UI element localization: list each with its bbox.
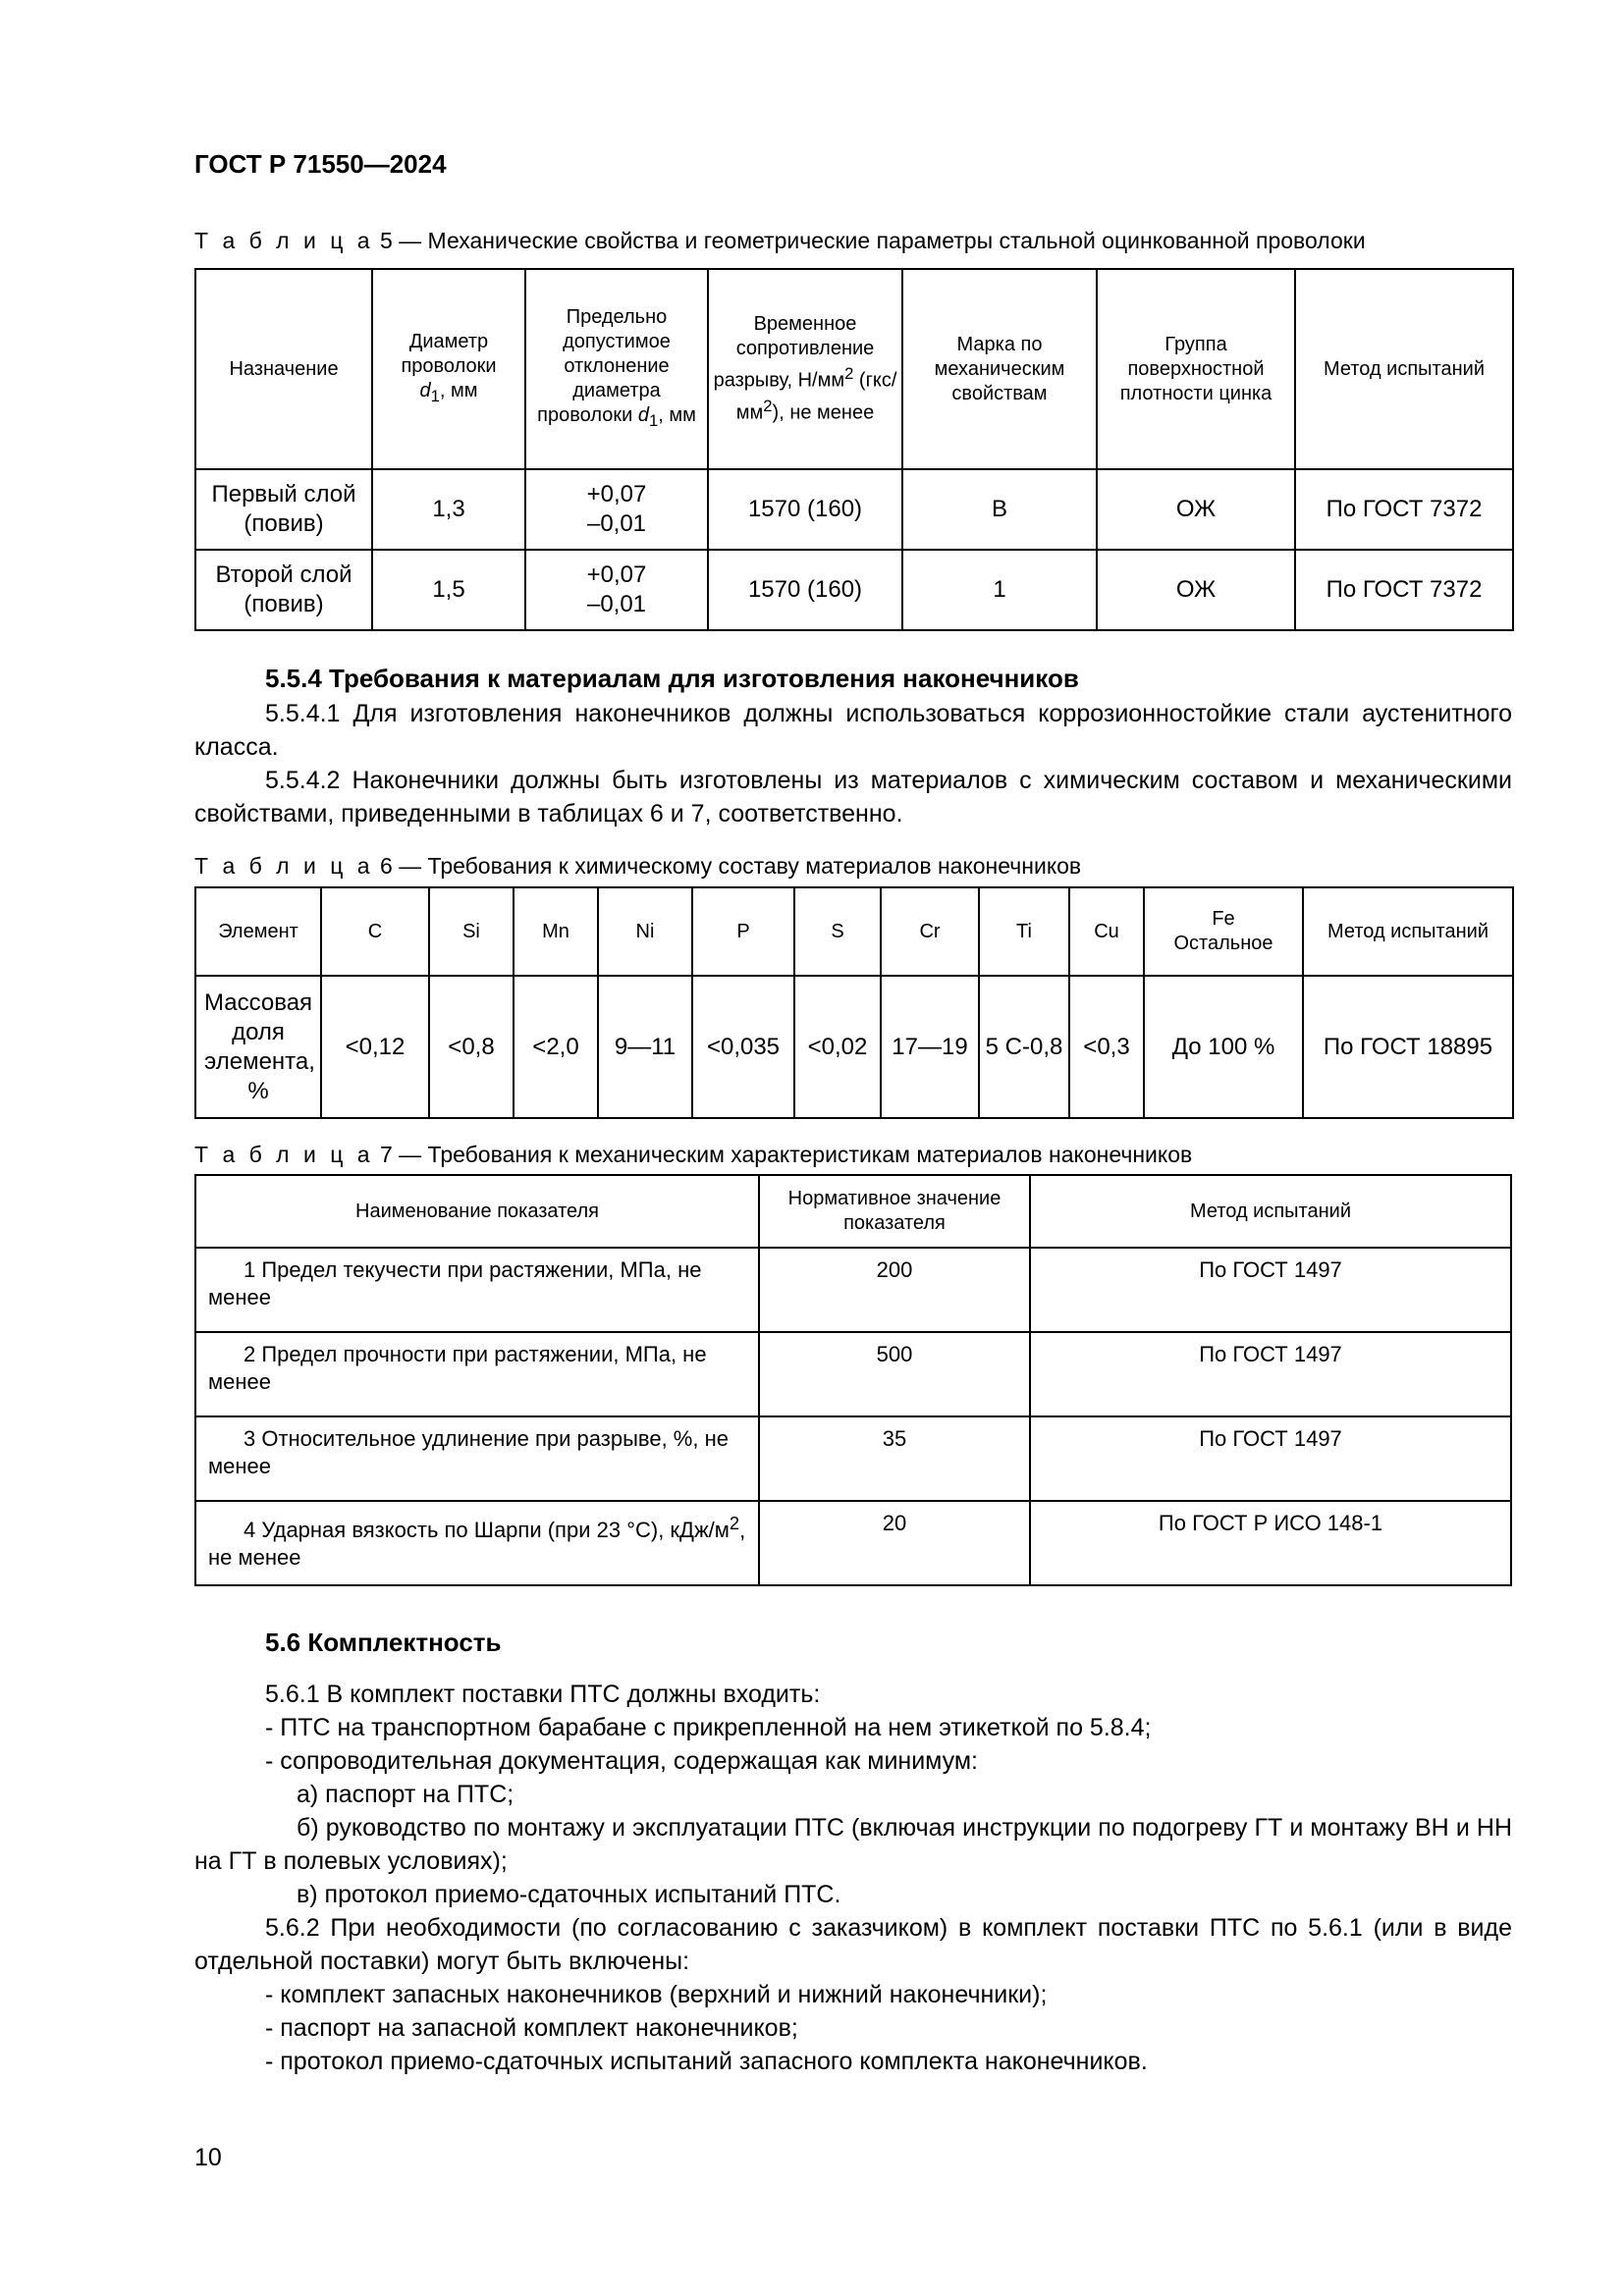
table7-label: Т а б л и ц а xyxy=(194,1142,374,1167)
table6-header-fe: Fe Остальное xyxy=(1144,887,1303,976)
table6-cell-mn: <2,0 xyxy=(514,976,598,1118)
table6-header-c: C xyxy=(321,887,429,976)
table5-header-strength: Временное сопротивление разрыву, $Н/мм^2$ $(гкс/мм^2)$, не менее xyxy=(708,269,902,469)
table6 xyxy=(194,886,1514,1119)
table7-cell-method: По ГОСТ 1497 xyxy=(1030,1248,1511,1332)
table6-cell-si: <0,8 xyxy=(429,976,514,1118)
table6-header-p: P xyxy=(692,887,794,976)
standard-id: ГОСТ Р 71550—2024 xyxy=(194,149,447,179)
table-row xyxy=(195,976,1513,1118)
table7-header-method: Метод испытаний xyxy=(1030,1175,1511,1248)
table5-header-purpose: Назначение xyxy=(195,269,372,469)
table7-caption-text: 7 — Требования к механическим характеристикам материалов наконечников xyxy=(379,1142,1193,1167)
table7-cell-name: 1 Предел текучести при растяжении, МПа, не менее xyxy=(195,1248,759,1332)
table5-header-row xyxy=(195,269,1513,469)
table-row xyxy=(195,1332,1511,1416)
list-item: - сопроводительная документация, содержащая как минимум: xyxy=(265,1747,979,1775)
table5-label: Т а б л и ц а xyxy=(194,228,374,253)
table5-cell-purpose: Первый слой (повив) xyxy=(195,469,372,550)
table6-header-si: Si xyxy=(429,887,514,976)
table7-cell-method: По ГОСТ 1497 xyxy=(1030,1332,1511,1416)
table6-header-ni: Ni xyxy=(598,887,692,976)
table5-cell-tolerance: +0,07 –0,01 xyxy=(525,469,708,550)
table5-header-diameter: Диаметр проволоки $d_1$, мм xyxy=(372,269,525,469)
table6-cell-fe: До 100 % xyxy=(1144,976,1303,1118)
table5-cell-diameter: 1,3 xyxy=(372,469,525,550)
sub-item-c: в) протокол приемо-сдаточных испытаний ПТС. xyxy=(297,1881,841,1908)
section-554-heading: 5.5.4 Требования к материалам для изготовления наконечников xyxy=(265,664,1079,693)
table-row xyxy=(195,469,1513,550)
table7-cell-value: 500 xyxy=(759,1332,1030,1416)
table7-header-name: Наименование показателя xyxy=(195,1175,759,1248)
table5-cell-strength: 1570 (160) xyxy=(708,550,902,630)
table-row xyxy=(195,1416,1511,1501)
table6-cell-method: По ГОСТ 18895 xyxy=(1303,976,1513,1118)
list-item: - паспорт на запасной комплект наконечников; xyxy=(265,2014,798,2042)
table6-header-row xyxy=(195,887,1513,976)
table6-cell-ni: 9—11 xyxy=(598,976,692,1118)
table7-header-value: Нормативное значение показателя xyxy=(759,1175,1030,1248)
table6-cell-cr: 17—19 xyxy=(881,976,979,1118)
table6-header-s: S xyxy=(794,887,881,976)
table5-cell-method: По ГОСТ 7372 xyxy=(1295,469,1513,550)
table5-header-method: Метод испытаний xyxy=(1295,269,1513,469)
table5-cell-zinc: ОЖ xyxy=(1097,469,1295,550)
table7-cell-value: 20 xyxy=(759,1501,1030,1585)
table5-cell-zinc: ОЖ xyxy=(1097,550,1295,630)
table6-caption-text: 6 — Требования к химическому составу материалов наконечников xyxy=(379,853,1082,879)
table7-cell-value: 35 xyxy=(759,1416,1030,1501)
section-56-heading: 5.6 Комплектность xyxy=(265,1628,502,1657)
table6-header-cu: Cu xyxy=(1069,887,1144,976)
table5-header-tolerance: Предельно допустимое отклонение диаметра проволоки $d_1$, мм xyxy=(525,269,708,469)
table5 xyxy=(194,268,1514,631)
list-item: - ПТС на транспортном барабане с прикрепленной на нем этикеткой по 5.8.4; xyxy=(265,1714,1152,1741)
table6-header-mn: Mn xyxy=(514,887,598,976)
table5-caption-text: 5 — Механические свойства и геометрические параметры стальной оцинкованной проволоки xyxy=(379,228,1366,253)
section-554-p1: 5.5.4.1 Для изготовления наконечников должны использоваться коррозионностойкие стали аустенитного класса. xyxy=(194,700,1512,761)
table6-header-element: Элемент xyxy=(195,887,321,976)
list-item: - комплект запасных наконечников (верхний и нижний наконечники); xyxy=(265,1981,1048,2008)
table7-cell-name: 2 Предел прочности при растяжении, МПа, не менее xyxy=(195,1332,759,1416)
table5-caption xyxy=(194,228,1366,255)
table5-cell-purpose: Второй слой (повив) xyxy=(195,550,372,630)
table5-cell-grade: 1 xyxy=(902,550,1097,630)
table7-cell-name: 3 Относительное удлинение при разрыве, %, не менее xyxy=(195,1416,759,1501)
table-row xyxy=(195,550,1513,630)
table7-cell-method: По ГОСТ 1497 xyxy=(1030,1416,1511,1501)
table6-cell-ti: 5 С-0,8 xyxy=(979,976,1069,1118)
table6-header-cr: Cr xyxy=(881,887,979,976)
table6-cell-cu: <0,3 xyxy=(1069,976,1144,1118)
sub-item-b: б) руководство по монтажу и эксплуатации ПТС (включая инструкции по подогреву ГТ и монтажу ВН и НН на ГТ в полевых условиях); xyxy=(194,1814,1512,1875)
table6-header-ti: Ti xyxy=(979,887,1069,976)
table6-cell-c: <0,12 xyxy=(321,976,429,1118)
sub-item-a: а) паспорт на ПТС; xyxy=(297,1781,514,1808)
table-row xyxy=(195,1248,1511,1332)
table7-caption xyxy=(194,1142,1192,1169)
table6-caption xyxy=(194,853,1081,881)
section-56-p562: 5.6.2 При необходимости (по согласованию с заказчиком) в комплект поставки ПТС по 5.6.1 (или в виде отдельной поставки) могут быть включены: xyxy=(194,1914,1512,1975)
section-56-p561: 5.6.1 В комплект поставки ПТС должны входить: xyxy=(265,1681,821,1708)
table5-cell-tolerance: +0,07 –0,01 xyxy=(525,550,708,630)
table-row xyxy=(195,1501,1511,1585)
table7-cell-method: По ГОСТ Р ИСО 148-1 xyxy=(1030,1501,1511,1585)
table5-cell-diameter: 1,5 xyxy=(372,550,525,630)
table5-cell-method: По ГОСТ 7372 xyxy=(1295,550,1513,630)
list-item: - протокол приемо-сдаточных испытаний запасного комплекта наконечников. xyxy=(265,2048,1148,2075)
table5-header-zinc-group: Группа поверхностной плотности цинка xyxy=(1097,269,1295,469)
table7-cell-value: 200 xyxy=(759,1248,1030,1332)
table6-cell-s: <0,02 xyxy=(794,976,881,1118)
table6-header-method: Метод испытаний xyxy=(1303,887,1513,976)
page-number: 10 xyxy=(194,2144,222,2171)
section-554-p2: 5.5.4.2 Наконечники должны быть изготовлены из материалов с химическим составом и механическими свойствами, приведенными в таблицах 6 и 7, соответственно. xyxy=(194,767,1512,828)
table7 xyxy=(194,1174,1512,1586)
table5-cell-strength: 1570 (160) xyxy=(708,469,902,550)
table6-cell-p: <0,035 xyxy=(692,976,794,1118)
table7-cell-name: 4 Ударная вязкость по Шарпи (при 23 °С), кДж/$м^2$, не менее xyxy=(195,1501,759,1585)
table6-label: Т а б л и ц а xyxy=(194,853,374,879)
table5-cell-grade: В xyxy=(902,469,1097,550)
table5-header-grade: Марка по механическим свойствам xyxy=(902,269,1097,469)
table7-header-row xyxy=(195,1175,1511,1248)
table6-cell-element: Массовая доля элемента, % xyxy=(195,976,321,1118)
